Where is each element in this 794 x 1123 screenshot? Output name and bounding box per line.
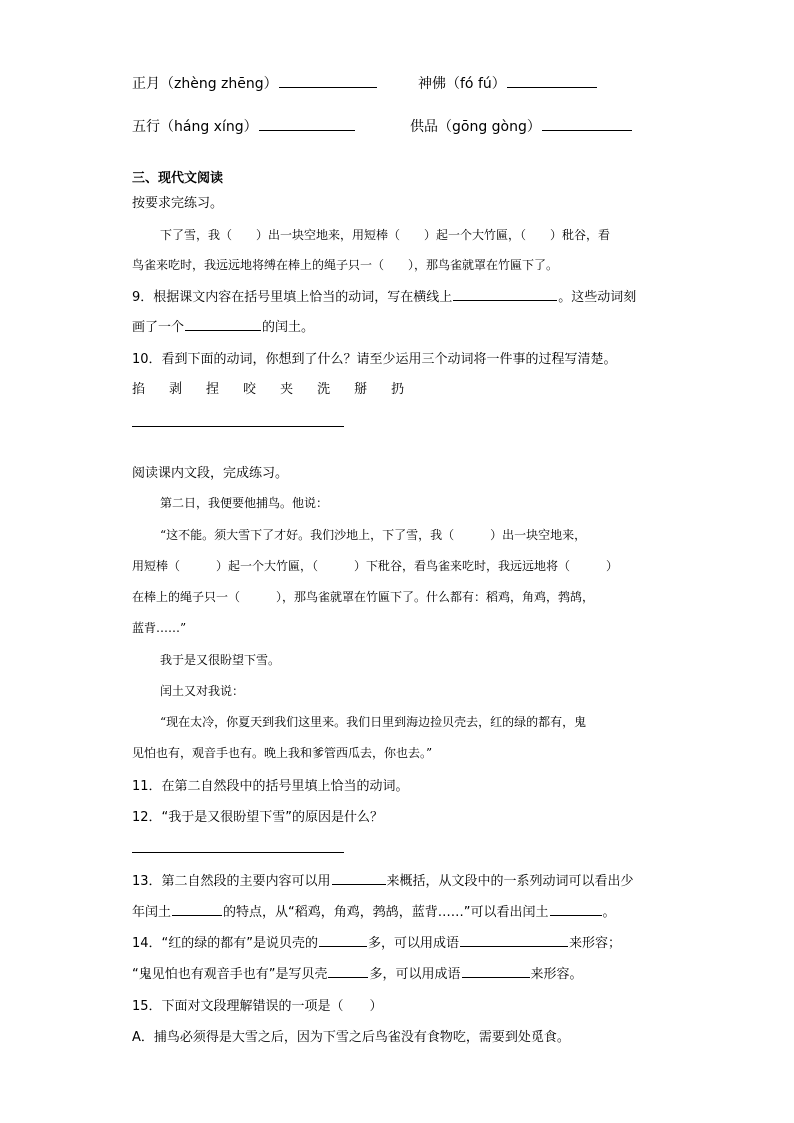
passage-line: “这不能。须大雪下了才好。我们沙地上，下了雪，我（ ）出一块空地来， <box>160 528 587 542</box>
question-14: 14．“红的绿的都有”是说贝壳的 多，可以用成语 来形容； <box>132 936 622 951</box>
passage-paragraph: 闰土又对我说： <box>160 684 245 698</box>
pinyin-label: 供品（gōng gòng） <box>410 119 541 135</box>
question-13: 13．第二自然段的主要内容可以用 来概括，从文段中的一系列动词可以看出少 <box>132 874 634 889</box>
verb: 夹 <box>280 382 294 397</box>
passage-line: 下了雪，我（ ）出一块空地来，用短棒（ ）起一个大竹匾，（ ）秕谷，看 <box>160 228 611 242</box>
verb: 剥 <box>169 382 183 397</box>
verb: 洗 <box>317 382 331 397</box>
answer-blank[interactable] <box>550 914 602 916</box>
pinyin-label: 神佛（fó fú） <box>418 76 506 92</box>
answer-blank[interactable] <box>172 914 222 916</box>
pinyin-item-shenfo <box>418 73 598 93</box>
answer-blank[interactable] <box>507 86 597 88</box>
verb: 捏 <box>206 382 220 397</box>
question-9: 9．根据课文内容在括号里填上恰当的动词，写在横线上 。这些动词刻 <box>132 290 637 305</box>
question-11: 11．在第二自然段中的括号里填上恰当的动词。 <box>132 779 409 794</box>
answer-blank[interactable] <box>279 86 377 88</box>
passage-line: 在棒上的绳子只一（ ），那鸟雀就罩在竹匾下了。什么都有：稻鸡，角鸡，鹁鸪， <box>132 590 595 604</box>
answer-line[interactable] <box>132 426 344 427</box>
verb: 扔 <box>391 382 405 397</box>
answer-blank[interactable] <box>453 299 557 301</box>
passage-line: “现在太冷，你夏天到我们这里来。我们日里到海边捡贝壳去，红的绿的都有，鬼 <box>160 715 587 729</box>
question-15-option-a[interactable]: A．捕鸟必须得是大雪之后，因为下雪之后鸟雀没有食物吃，需要到处觅食。 <box>132 1030 570 1045</box>
passage-line: 蓝背……” <box>132 621 187 635</box>
question-10: 10．看到下面的动词，你想到了什么？请至少运用三个动词将一件事的过程写清楚。 <box>132 352 617 367</box>
verb: 咬 <box>243 382 257 397</box>
answer-line[interactable] <box>132 852 344 853</box>
answer-blank[interactable] <box>460 945 568 947</box>
pinyin-item-zhengyue <box>132 73 378 93</box>
instruction: 按要求完练习。 <box>132 196 224 211</box>
passage-paragraph: 第二日，我便要他捕鸟。他说： <box>160 496 329 510</box>
pinyin-label: 五行（háng xíng） <box>132 119 258 135</box>
answer-blank[interactable] <box>542 129 632 131</box>
instruction: 阅读课内文段，完成练习。 <box>132 466 289 481</box>
passage-line: 见怕也有，观音手也有。晚上我和爹管西瓜去，你也去。” <box>132 746 433 760</box>
passage-line: 用短棒（ ）起一个大竹匾，（ ）下秕谷，看鸟雀来吃时，我远远地将（ ） <box>132 559 619 573</box>
answer-blank[interactable] <box>462 976 530 978</box>
verb: 掰 <box>354 382 368 397</box>
answer-blank[interactable] <box>332 883 386 885</box>
answer-blank[interactable] <box>319 945 367 947</box>
question-9-cont: 画了一个 的闰土。 <box>132 320 315 335</box>
pinyin-item-gongpin <box>410 116 633 136</box>
passage-paragraph: 我于是又很盼望下雪。 <box>160 653 281 667</box>
verb-list <box>132 378 428 397</box>
answer-blank[interactable] <box>185 329 261 331</box>
passage-line: 鸟雀来吃时，我远远地将缚在棒上的绳子只一（ ），那鸟雀就罩在竹匾下了。 <box>132 258 559 272</box>
answer-blank[interactable] <box>259 129 355 131</box>
question-14-cont: “鬼见怕也有观音手也有”是写贝壳 多，可以用成语 来形容。 <box>132 967 583 982</box>
section-title: 三、现代文阅读 <box>132 171 224 186</box>
pinyin-item-wuxing <box>132 116 356 136</box>
question-15: 15．下面对文段理解错误的一项是（ ） <box>132 999 383 1014</box>
question-12: 12．“我于是又很盼望下雪”的原因是什么？ <box>132 810 384 825</box>
answer-blank[interactable] <box>328 976 368 978</box>
pinyin-label: 正月（zhèng zhēng） <box>132 76 278 92</box>
verb: 掐 <box>132 382 146 397</box>
question-13-cont: 年闰土 的特点，从“稻鸡，角鸡，鹁鸪，蓝背……”可以看出闰土 。 <box>132 905 616 920</box>
